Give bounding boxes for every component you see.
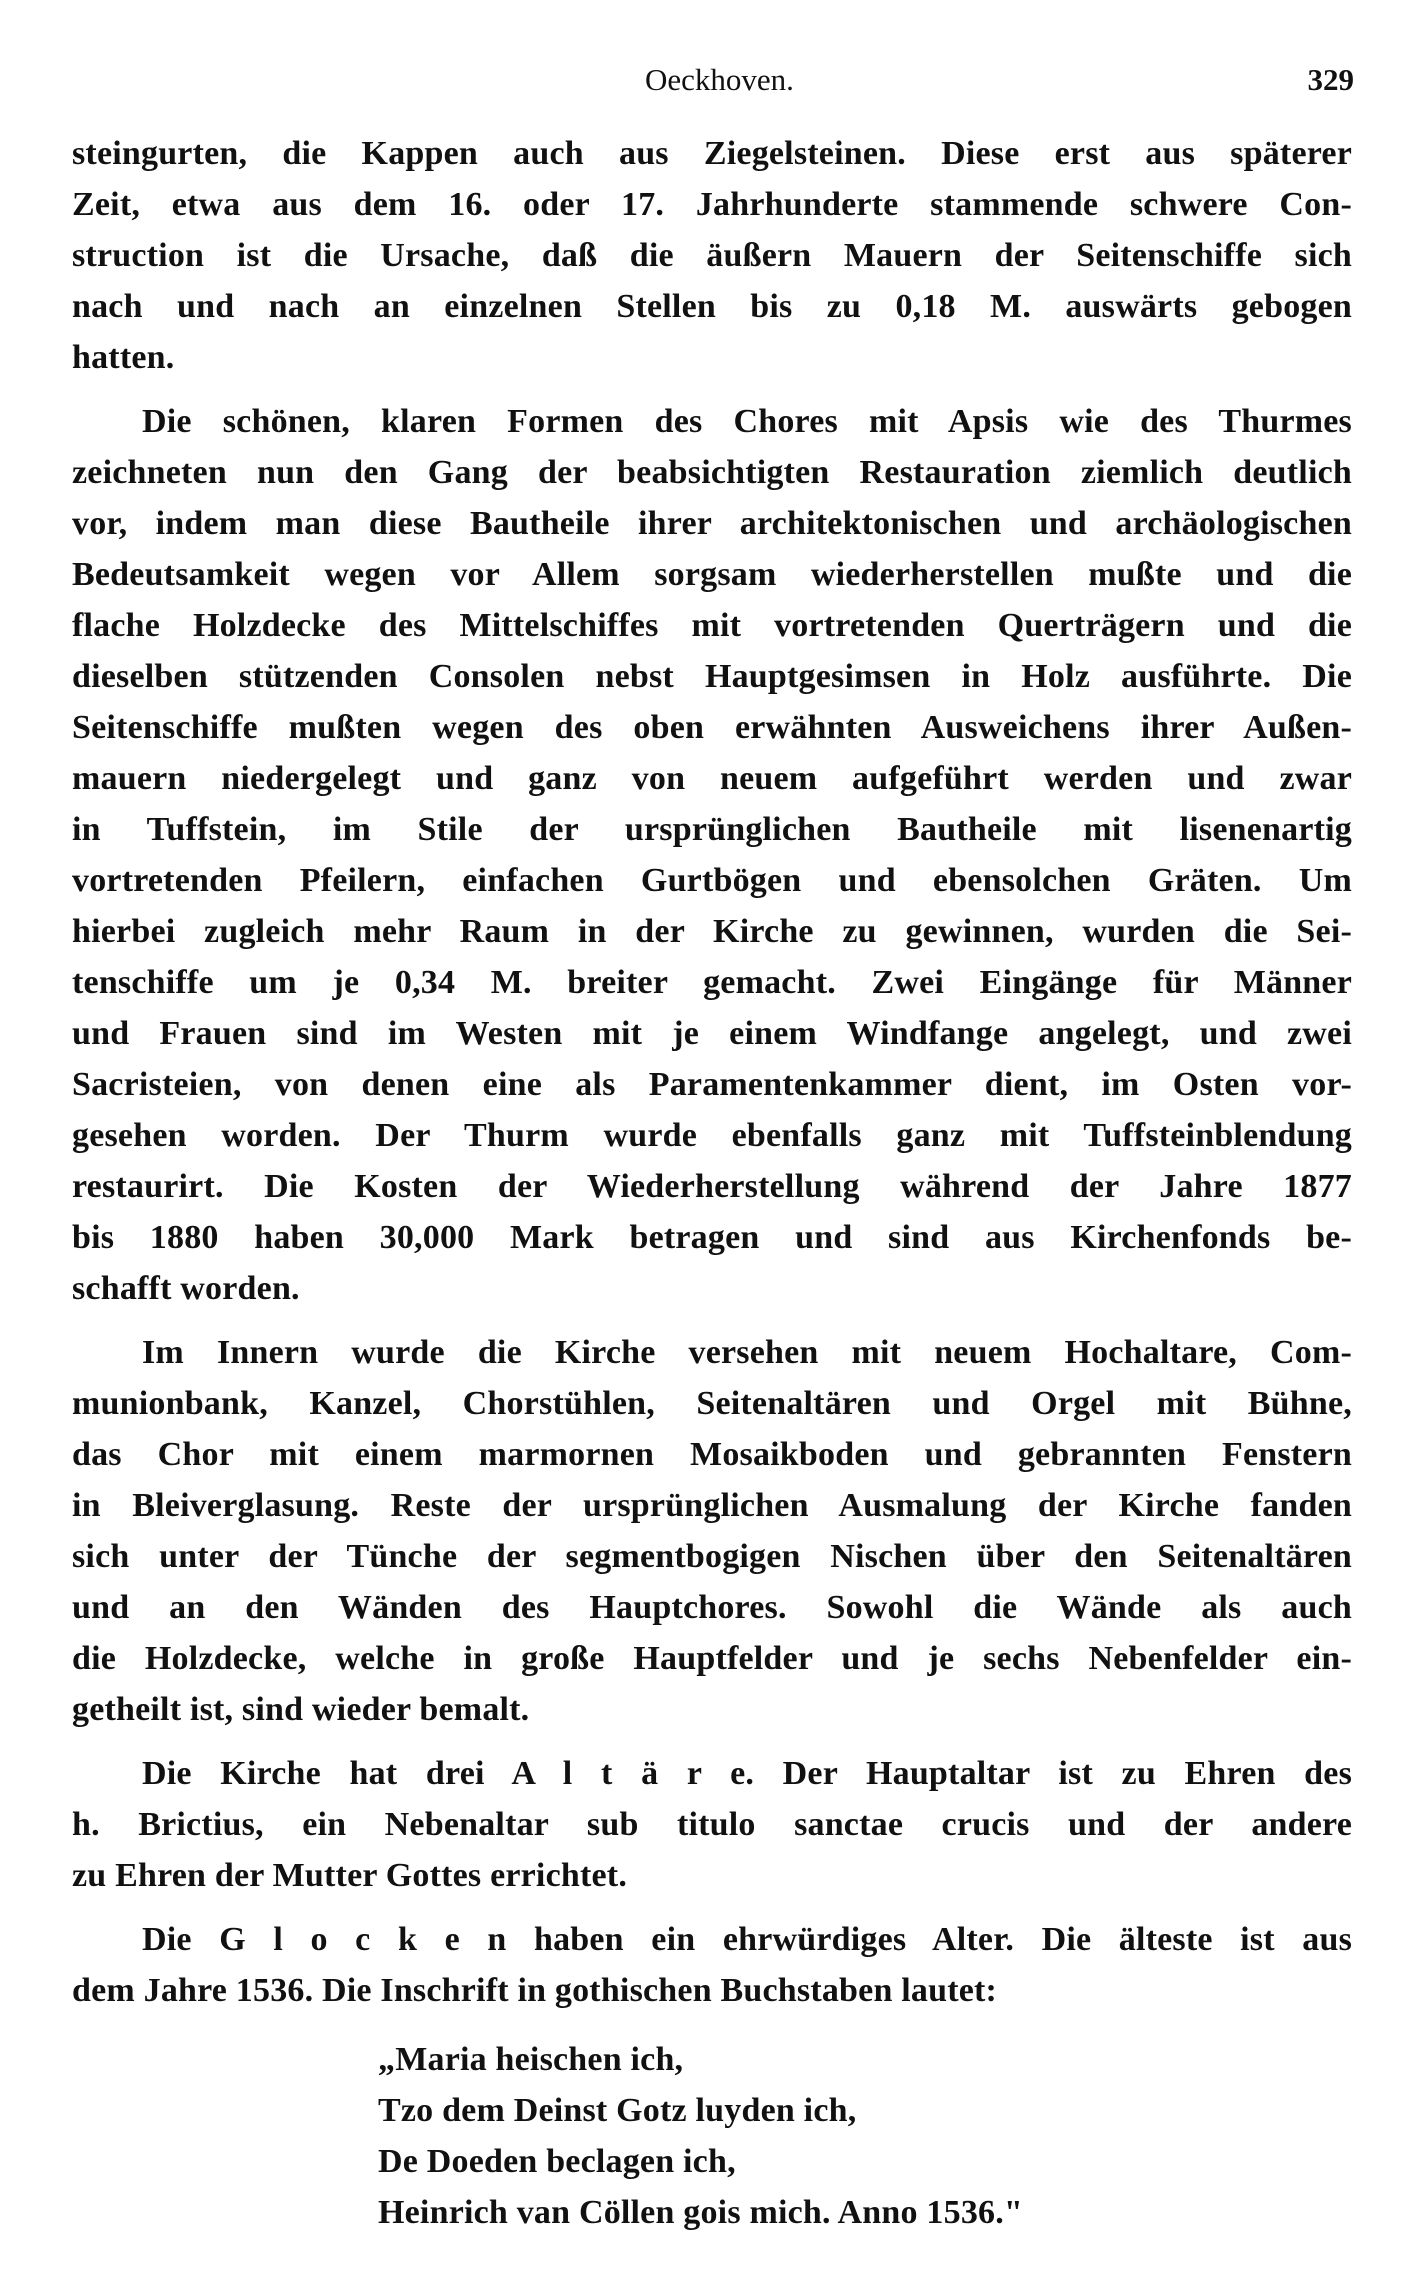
text-line: und Frauen sind im Westen mit je einem Windfange angelegt, und zwei — [72, 1015, 1352, 1052]
text-line: das Chor mit einem marmornen Mosaikboden und gebrannten Fenstern — [72, 1436, 1352, 1473]
text-line: Die Kirche hat drei A l t ä r e. Der Hauptaltar ist zu Ehren des — [142, 1755, 1352, 1792]
text-line: in Bleiverglasung. Reste der ursprünglichen Ausmalung der Kirche fanden — [72, 1487, 1352, 1524]
text-line: Sacristeien, von denen eine als Paramentenkammer dient, im Osten vor- — [72, 1066, 1352, 1103]
text-line: zeichneten nun den Gang der beabsichtigten Restauration ziemlich deutlich — [72, 454, 1352, 491]
text-line: in Tuffstein, im Stile der ursprünglichen Bautheile mit lisenenartig — [72, 811, 1352, 848]
paragraphs — [72, 128, 1352, 2016]
text-line: tenschiffe um je 0,34 M. breiter gemacht. Zwei Eingänge für Männer — [72, 964, 1352, 1001]
text-line: schafft worden. — [72, 1270, 300, 1307]
text-line: hierbei zugleich mehr Raum in der Kirche zu gewinnen, wurden die Sei- — [72, 913, 1352, 950]
text-line: steingurten, die Kappen auch aus Ziegelsteinen. Diese erst aus späterer — [72, 135, 1352, 172]
text-line: vor, indem man diese Bautheile ihrer architektonischen und archäologischen — [72, 505, 1352, 542]
paragraph — [72, 1914, 1352, 2016]
paragraph — [72, 1748, 1352, 1901]
text-line: bis 1880 haben 30,000 Mark betragen und sind aus Kirchenfonds be- — [72, 1219, 1352, 1256]
text-line: Bedeutsamkeit wegen vor Allem sorgsam wiederherstellen mußte und die — [72, 556, 1352, 593]
text-line: flache Holzdecke des Mittelschiffes mit vortretenden Querträgern und die — [72, 607, 1352, 644]
text-line: getheilt ist, sind wieder bemalt. — [72, 1691, 530, 1728]
page-header — [0, 62, 1406, 108]
page-number: 329 — [1307, 62, 1354, 97]
text-line: die Holzdecke, welche in große Hauptfelder und je sechs Nebenfelder ein- — [72, 1640, 1352, 1677]
text-line: h. Brictius, ein Nebenaltar sub titulo sanctae crucis und der andere — [72, 1806, 1352, 1843]
paragraph — [72, 396, 1352, 1314]
bell-inscription — [72, 2034, 1352, 2238]
text-line: Zeit, etwa aus dem 16. oder 17. Jahrhunderte stammende schwere Con- — [72, 186, 1352, 223]
text-line: dem Jahre 1536. Die Inschrift in gothischen Buchstaben lautet: — [72, 1972, 998, 2009]
text-line: struction ist die Ursache, daß die äußern Mauern der Seitenschiffe sich — [72, 237, 1352, 274]
text-line: gesehen worden. Der Thurm wurde ebenfalls ganz mit Tuffsteinblendung — [72, 1117, 1352, 1154]
text-line: hatten. — [72, 339, 175, 376]
text-line: Seitenschiffe mußten wegen des oben erwähnten Ausweichens ihrer Außen- — [72, 709, 1352, 746]
running-title: Oeckhoven. — [645, 62, 794, 97]
text-line: dieselben stützenden Consolen nebst Hauptgesimsen in Holz ausführte. Die — [72, 658, 1352, 695]
text-line: munionbank, Kanzel, Chorstühlen, Seitenaltären und Orgel mit Bühne, — [72, 1385, 1352, 1422]
text-line: Die G l o c k e n haben ein ehrwürdiges Alter. Die älteste ist aus — [142, 1921, 1352, 1958]
text-line: mauern niedergelegt und ganz von neuem aufgeführt werden und zwar — [72, 760, 1352, 797]
text-line: und an den Wänden des Hauptchores. Sowohl die Wände als auch — [72, 1589, 1352, 1626]
page-body — [72, 128, 1352, 2238]
inscription-line: De Doeden beclagen ich, — [378, 2143, 736, 2180]
text-line: nach und nach an einzelnen Stellen bis zu 0,18 M. auswärts gebogen — [72, 288, 1352, 325]
inscription-line: Tzo dem Deinst Gotz luyden ich, — [378, 2092, 857, 2129]
text-line: vortretenden Pfeilern, einfachen Gurtbögen und ebensolchen Gräten. Um — [72, 862, 1352, 899]
text-line: Die schönen, klaren Formen des Chores mit Apsis wie des Thurmes — [142, 403, 1352, 440]
inscription-line: „Maria heischen ich, — [378, 2041, 684, 2078]
paragraph — [72, 128, 1352, 383]
text-line: sich unter der Tünche der segmentbogigen Nischen über den Seitenaltären — [72, 1538, 1352, 1575]
text-line: restaurirt. Die Kosten der Wiederherstellung während der Jahre 1877 — [72, 1168, 1352, 1205]
text-line: Im Innern wurde die Kirche versehen mit neuem Hochaltare, Com- — [142, 1334, 1352, 1371]
inscription-line: Heinrich van Cöllen gois mich. Anno 1536." — [378, 2194, 1024, 2231]
text-line: zu Ehren der Mutter Gottes errichtet. — [72, 1857, 628, 1894]
paragraph — [72, 1327, 1352, 1735]
